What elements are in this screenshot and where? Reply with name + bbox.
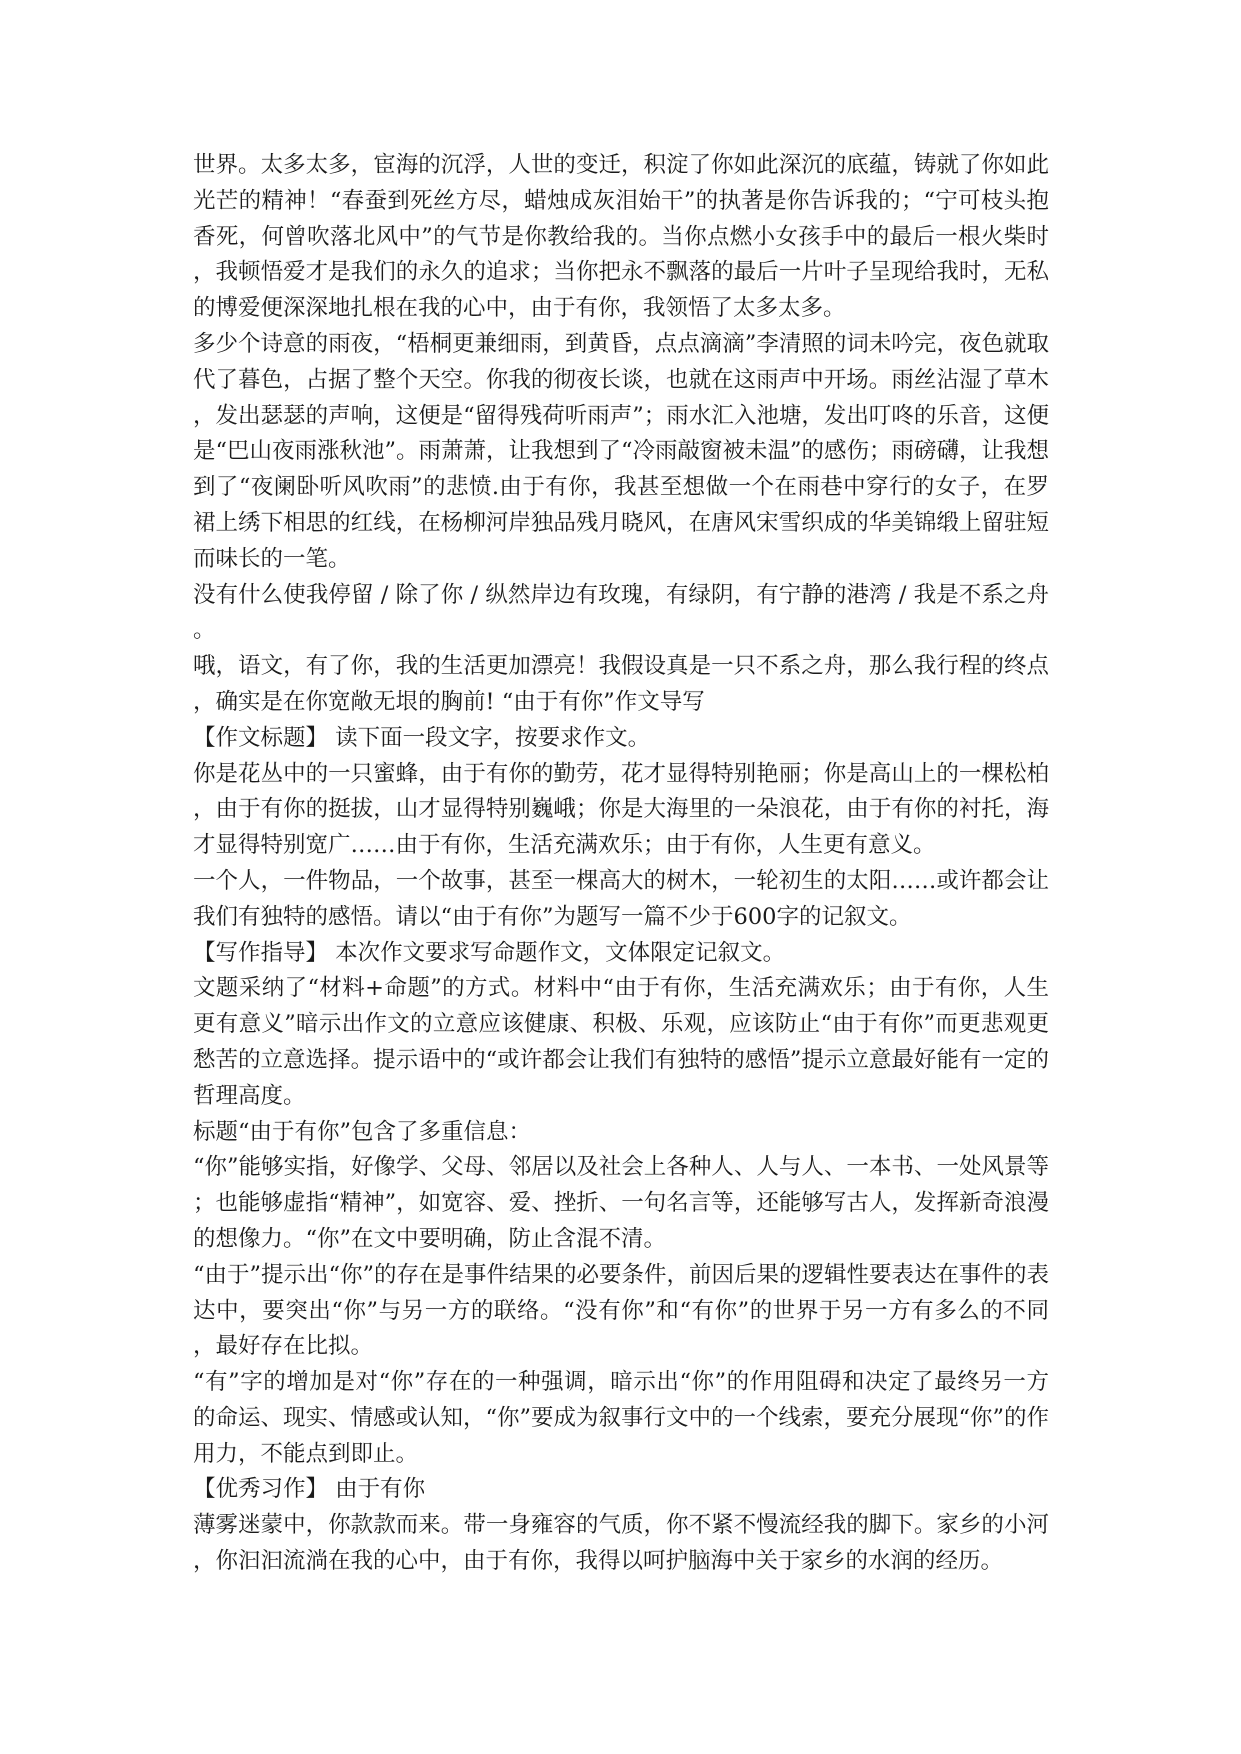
paragraph-2: 多少个诗意的雨夜，“梧桐更兼细雨，到黄昏，点点滴滴”李清照的词未吟完，夜色就取代了暮色，占据了整个天空。你我的彻夜长谈，也就在这雨声中开场。雨丝沾湿了草木，发出瑟瑟的声响，这便是“留得残荷听雨声”；雨水汇入池塘，发出叮咚的乐音，这便是“巴山夜雨涨秋池”。雨萧萧，让我想到了“冷雨敲窗被未温”的感伤；雨磅礴，让我想到了“夜阑卧听风吹雨”的悲愤.由于有你，我甚至想做一个在雨巷中穿行的女子，在罗裙上绣下相思的红线，在杨柳河岸独品残月晓风，在唐风宋雪织成的华美锦缎上留驻短而味长的一笔。: [193, 330, 1050, 572]
paragraph-10: 标题“由于有你”包含了多重信息：: [193, 1118, 532, 1145]
paragraph-6: 你是花丛中的一只蜜蜂，由于有你的勤劳，花才显得特别艳丽；你是高山上的一棵松柏，由于有你的挺拔，山才显得特别巍峨；你是大海里的一朵浪花，由于有你的衬托，海才显得特别宽广……由于有你，生活充满欢乐；由于有你，人生更有意义。: [193, 760, 1049, 859]
paragraph-7: 一个人，一件物品，一个故事，甚至一棵高大的树木，一轮初生的太阳……或许都会让我们有独特的感悟。请以“由于有你”为题写一篇不少于600字的记叙文。: [193, 867, 1049, 930]
section-heading-title: 【作文标题】 读下面一段文字，按要求作文。: [193, 724, 651, 751]
paragraph-13: “有”字的增加是对“你”存在的一种强调，暗示出“你”的作用阻碍和决定了最终另一方的命运、现实、情感或认知，“你”要成为叙事行文中的一个线索，要充分展现“你”的作用力，不能点到即止。: [193, 1369, 1050, 1467]
paragraph-4: 哦，语文，有了你，我的生活更加漂亮！我假设真是一只不系之舟，那么我行程的终点，确实是在你宽敞无垠的胸前! “由于有你”作文导写: [193, 653, 1049, 715]
paragraph-1: 世界。太多太多，宦海的沉浮，人世的变迁，积淀了你如此深沉的底蕴，铸就了你如此光芒的精神！“春蚕到死丝方尽，蜡烛成灰泪始干”的执著是你告诉我的；“宁可枝头抱香死，何曾吹落北风中”的气节是你教给我的。当你点燃小女孩手中的最后一根火柴时，我顿悟爱才是我们的永久的追求；当你把永不飘落的最后一片叶子呈现给我时，无私的博爱便深深地扎根在我的心中，由于有你，我领悟了太多太多。: [193, 152, 1049, 322]
paragraph-9: 文题采纳了“材料+命题”的方式。材料中“由于有你，生活充满欢乐；由于有你，人生更有意义”暗示出作文的立意应该健康、积极、乐观，应该防止“由于有你”而更悲观更愁苦的立意选择。提示语中的“或许都会让我们有独特的感悟”提示立意最好能有一定的哲理高度。: [193, 975, 1049, 1109]
paragraph-11: “你”能够实指，好像学、父母、邻居以及社会上各种人、人与人、一本书、一处风景等；也能够虚指“精神”，如宽容、爱、挫折、一句名言等，还能够写古人，发挥新奇浪漫的想像力。“你”在文中要明确，防止含混不清。: [193, 1154, 1049, 1252]
paragraph-12: “由于”提示出“你”的存在是事件结果的必要条件，前因后果的逻辑性要表达在事件的表达中，要突出“你”与另一方的联络。“没有你”和“有你”的世界于另一方有多么的不同，最好存在比拟。: [193, 1261, 1050, 1360]
section-heading-sample: 【优秀习作】 由于有你: [193, 1476, 426, 1503]
document-body: [193, 148, 1049, 1580]
paragraph-15: 薄雾迷蒙中，你款款而来。带一身雍容的气质，你不紧不慢流经我的脚下。家乡的小河，你汩汩流淌在我的心中，由于有你，我得以呵护脑海中关于家乡的水润的经历。: [193, 1512, 1049, 1575]
section-heading-guidance: 【写作指导】 本次作文要求写命题作文，文体限定记叙文。: [193, 939, 786, 966]
paragraph-3: 没有什么使我停留 / 除了你 / 纵然岸边有玫瑰，有绿阴，有宁静的港湾 / 我是不系之舟。: [193, 581, 1049, 644]
